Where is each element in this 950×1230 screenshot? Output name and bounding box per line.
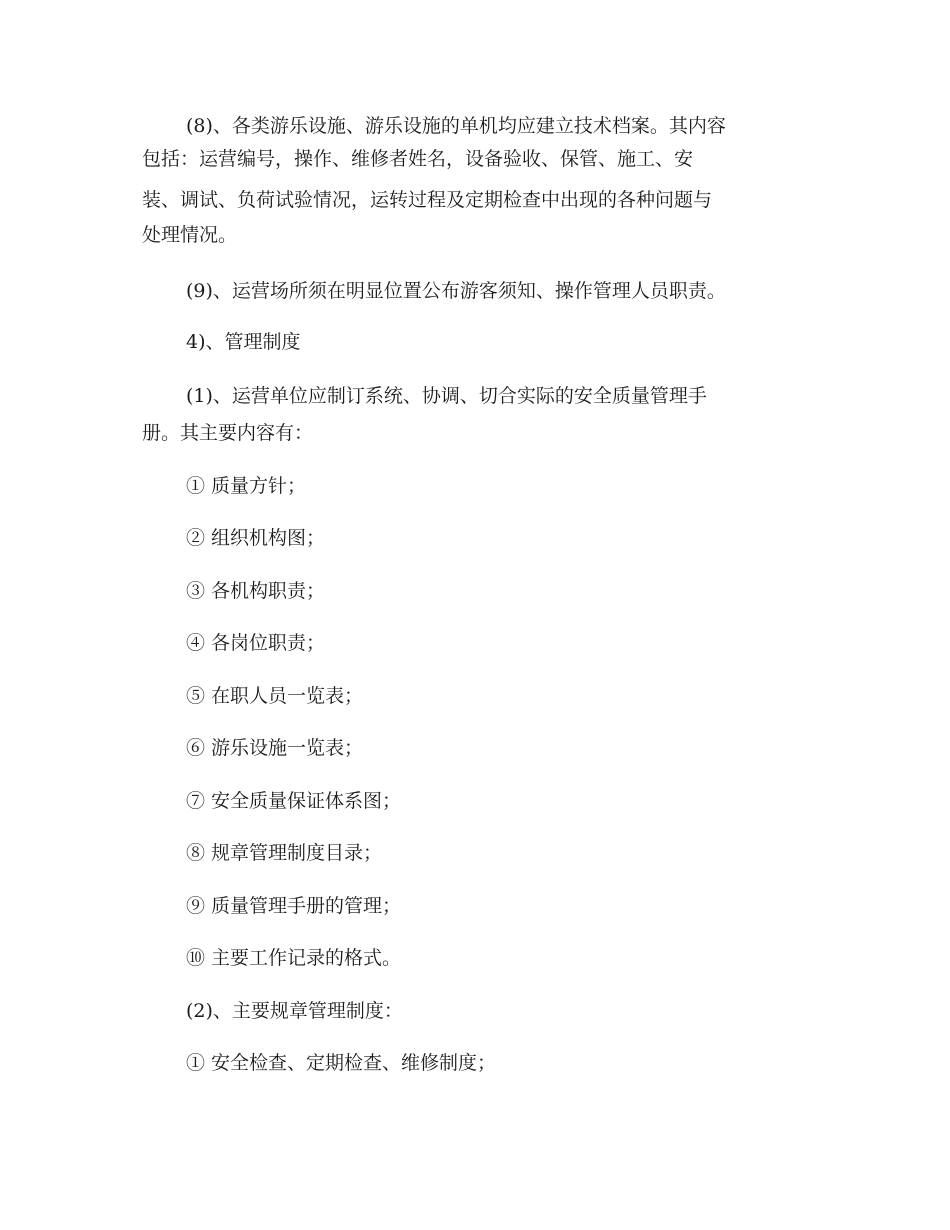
list-item: ② 组织机构图； [186,527,326,549]
list-item: ⑩ 主要工作记录的格式。 [186,947,402,969]
section-heading-management: 4)、管理制度 [186,331,301,353]
list-item: ① 质量方针； [186,475,307,497]
list-item: ⑨ 质量管理手册的管理； [186,895,402,917]
paragraph-1-line-2: 册。其主要内容有： [142,422,314,444]
list-item: ⑥ 游乐设施一览表； [186,737,364,759]
paragraph-8-line-1: (8)、各类游乐设施、游乐设施的单机均应建立技术档案。其内容 [186,115,726,137]
paragraph-8-line-4: 处理情况。 [142,224,238,246]
list-item: ① 安全检查、定期检查、维修制度； [186,1052,497,1074]
paragraph-8-line-2: 包括：运营编号，操作、维修者姓名，设备验收、保管、施工、安 [142,148,694,170]
list-item: ⑦ 安全质量保证体系图； [186,790,402,812]
paragraph-1-line-1: (1)、运营单位应制订系统、协调、切合实际的安全质量管理手 [186,385,707,407]
paragraph-8-line-3: 装、调试、负荷试验情况，运转过程及定期检查中出现的各种问题与 [142,189,713,211]
paragraph-9: (9)、运营场所须在明显位置公布游客须知、操作管理人员职责。 [186,280,726,302]
list-item: ⑤ 在职人员一览表； [186,685,364,707]
list-item: ③ 各机构职责； [186,580,326,602]
paragraph-2: (2)、主要规章管理制度： [186,1000,403,1022]
list-item: ④ 各岗位职责； [186,632,326,654]
list-item: ⑧ 规章管理制度目录； [186,842,383,864]
